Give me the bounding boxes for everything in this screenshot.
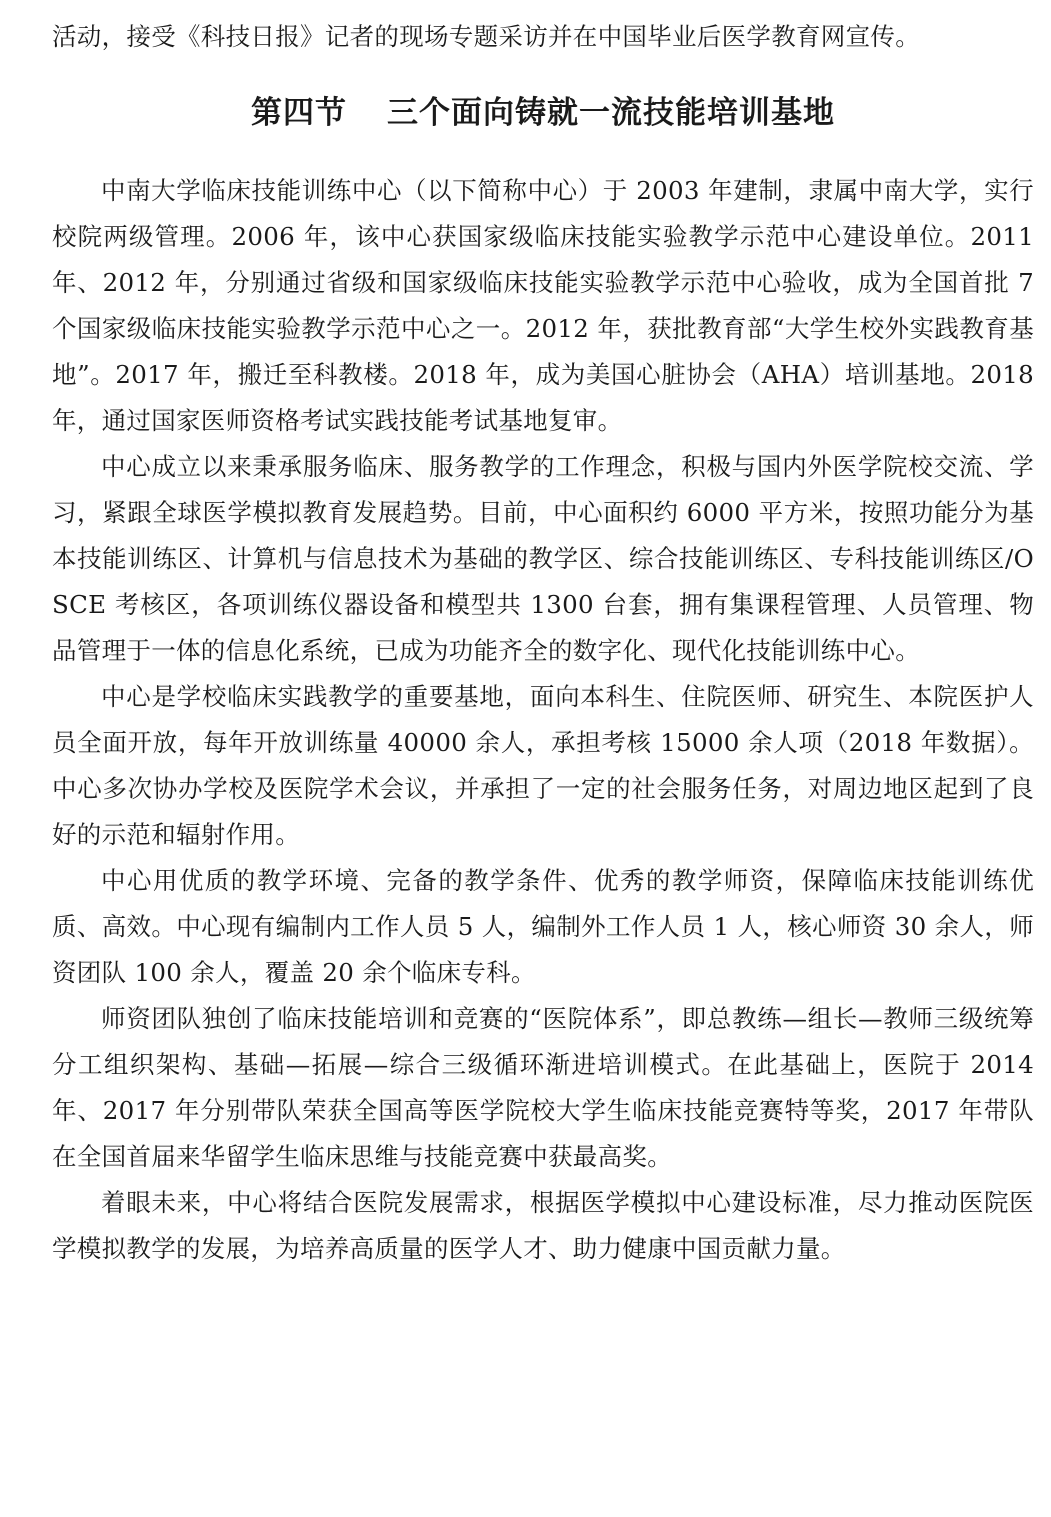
paragraph-teaching-system: 师资团队独创了临床技能培训和竞赛的“医院体系”，即总教练—组长—教师三级统筹分工组织架构、基础—拓展—综合三级循环渐进培训模式。在此基础上，医院于 2014 年、2017 年分别带队荣获全国高等医学院校大学生临床技能竞赛特等奖，2017 年带队在全国首届来华留学生临床思维与技能竞赛中获最高奖。 xyxy=(52,1004,1034,1171)
section-title: 三个面向铸就一流技能培训基地 xyxy=(387,95,835,131)
paragraph-history: 中南大学临床技能训练中心（以下简称中心）于 2003 年建制，隶属中南大学，实行校院两级管理。2006 年，该中心获国家级临床技能实验教学示范中心建设单位。2011 年、2012 年，分别通过省级和国家级临床技能实验教学示范中心验收，成为全国首批 7 个国家级临床技能实验教学示范中心之一。2012 年，获批教育部“大学生校外实践教育基地”。2017 年，搬迁至科教楼。2018 年，成为美国心脏协会（AHA）培训基地。2018 年，通过国家医师资格考试实践技能考试基地复审。 xyxy=(52,176,1034,435)
paragraph-facilities: 中心成立以来秉承服务临床、服务教学的工作理念，积极与国内外医学院校交流、学习，紧跟全球医学模拟教育发展趋势。目前，中心面积约 6000 平方米，按照功能分为基本技能训练区、计算机与信息技术为基础的教学区、综合技能训练区、专科技能训练区/OSCE 考核区，各项训练仪器设备和模型共 1300 台套，拥有集课程管理、人员管理、物品管理于一体的信息化系统，已成为功能齐全的数字化、现代化技能训练中心。 xyxy=(52,452,1034,665)
document-page xyxy=(52,14,1034,1272)
section-heading xyxy=(52,90,1034,136)
paragraph-training-base: 中心是学校临床实践教学的重要基地，面向本科生、住院医师、研究生、本院医护人员全面开放，每年开放训练量 40000 余人，承担考核 15000 余人项（2018 年数据）。中心多次协办学校及医院学术会议，并承担了一定的社会服务任务，对周边地区起到了良好的示范和辐射作用。 xyxy=(52,682,1034,849)
section-number: 第四节 xyxy=(251,95,347,131)
paragraph-staff: 中心用优质的教学环境、完备的教学条件、优秀的教学师资，保障临床技能训练优质、高效。中心现有编制内工作人员 5 人，编制外工作人员 1 人，核心师资 30 余人，师资团队 100 余人，覆盖 20 余个临床专科。 xyxy=(52,866,1034,987)
continuation-line: 活动，接受《科技日报》记者的现场专题采访并在中国毕业后医学教育网宣传。 xyxy=(52,22,920,51)
paragraph-future: 着眼未来，中心将结合医院发展需求，根据医学模拟中心建设标准，尽力推动医院医学模拟教学的发展，为培养高质量的医学人才、助力健康中国贡献力量。 xyxy=(52,1188,1034,1263)
